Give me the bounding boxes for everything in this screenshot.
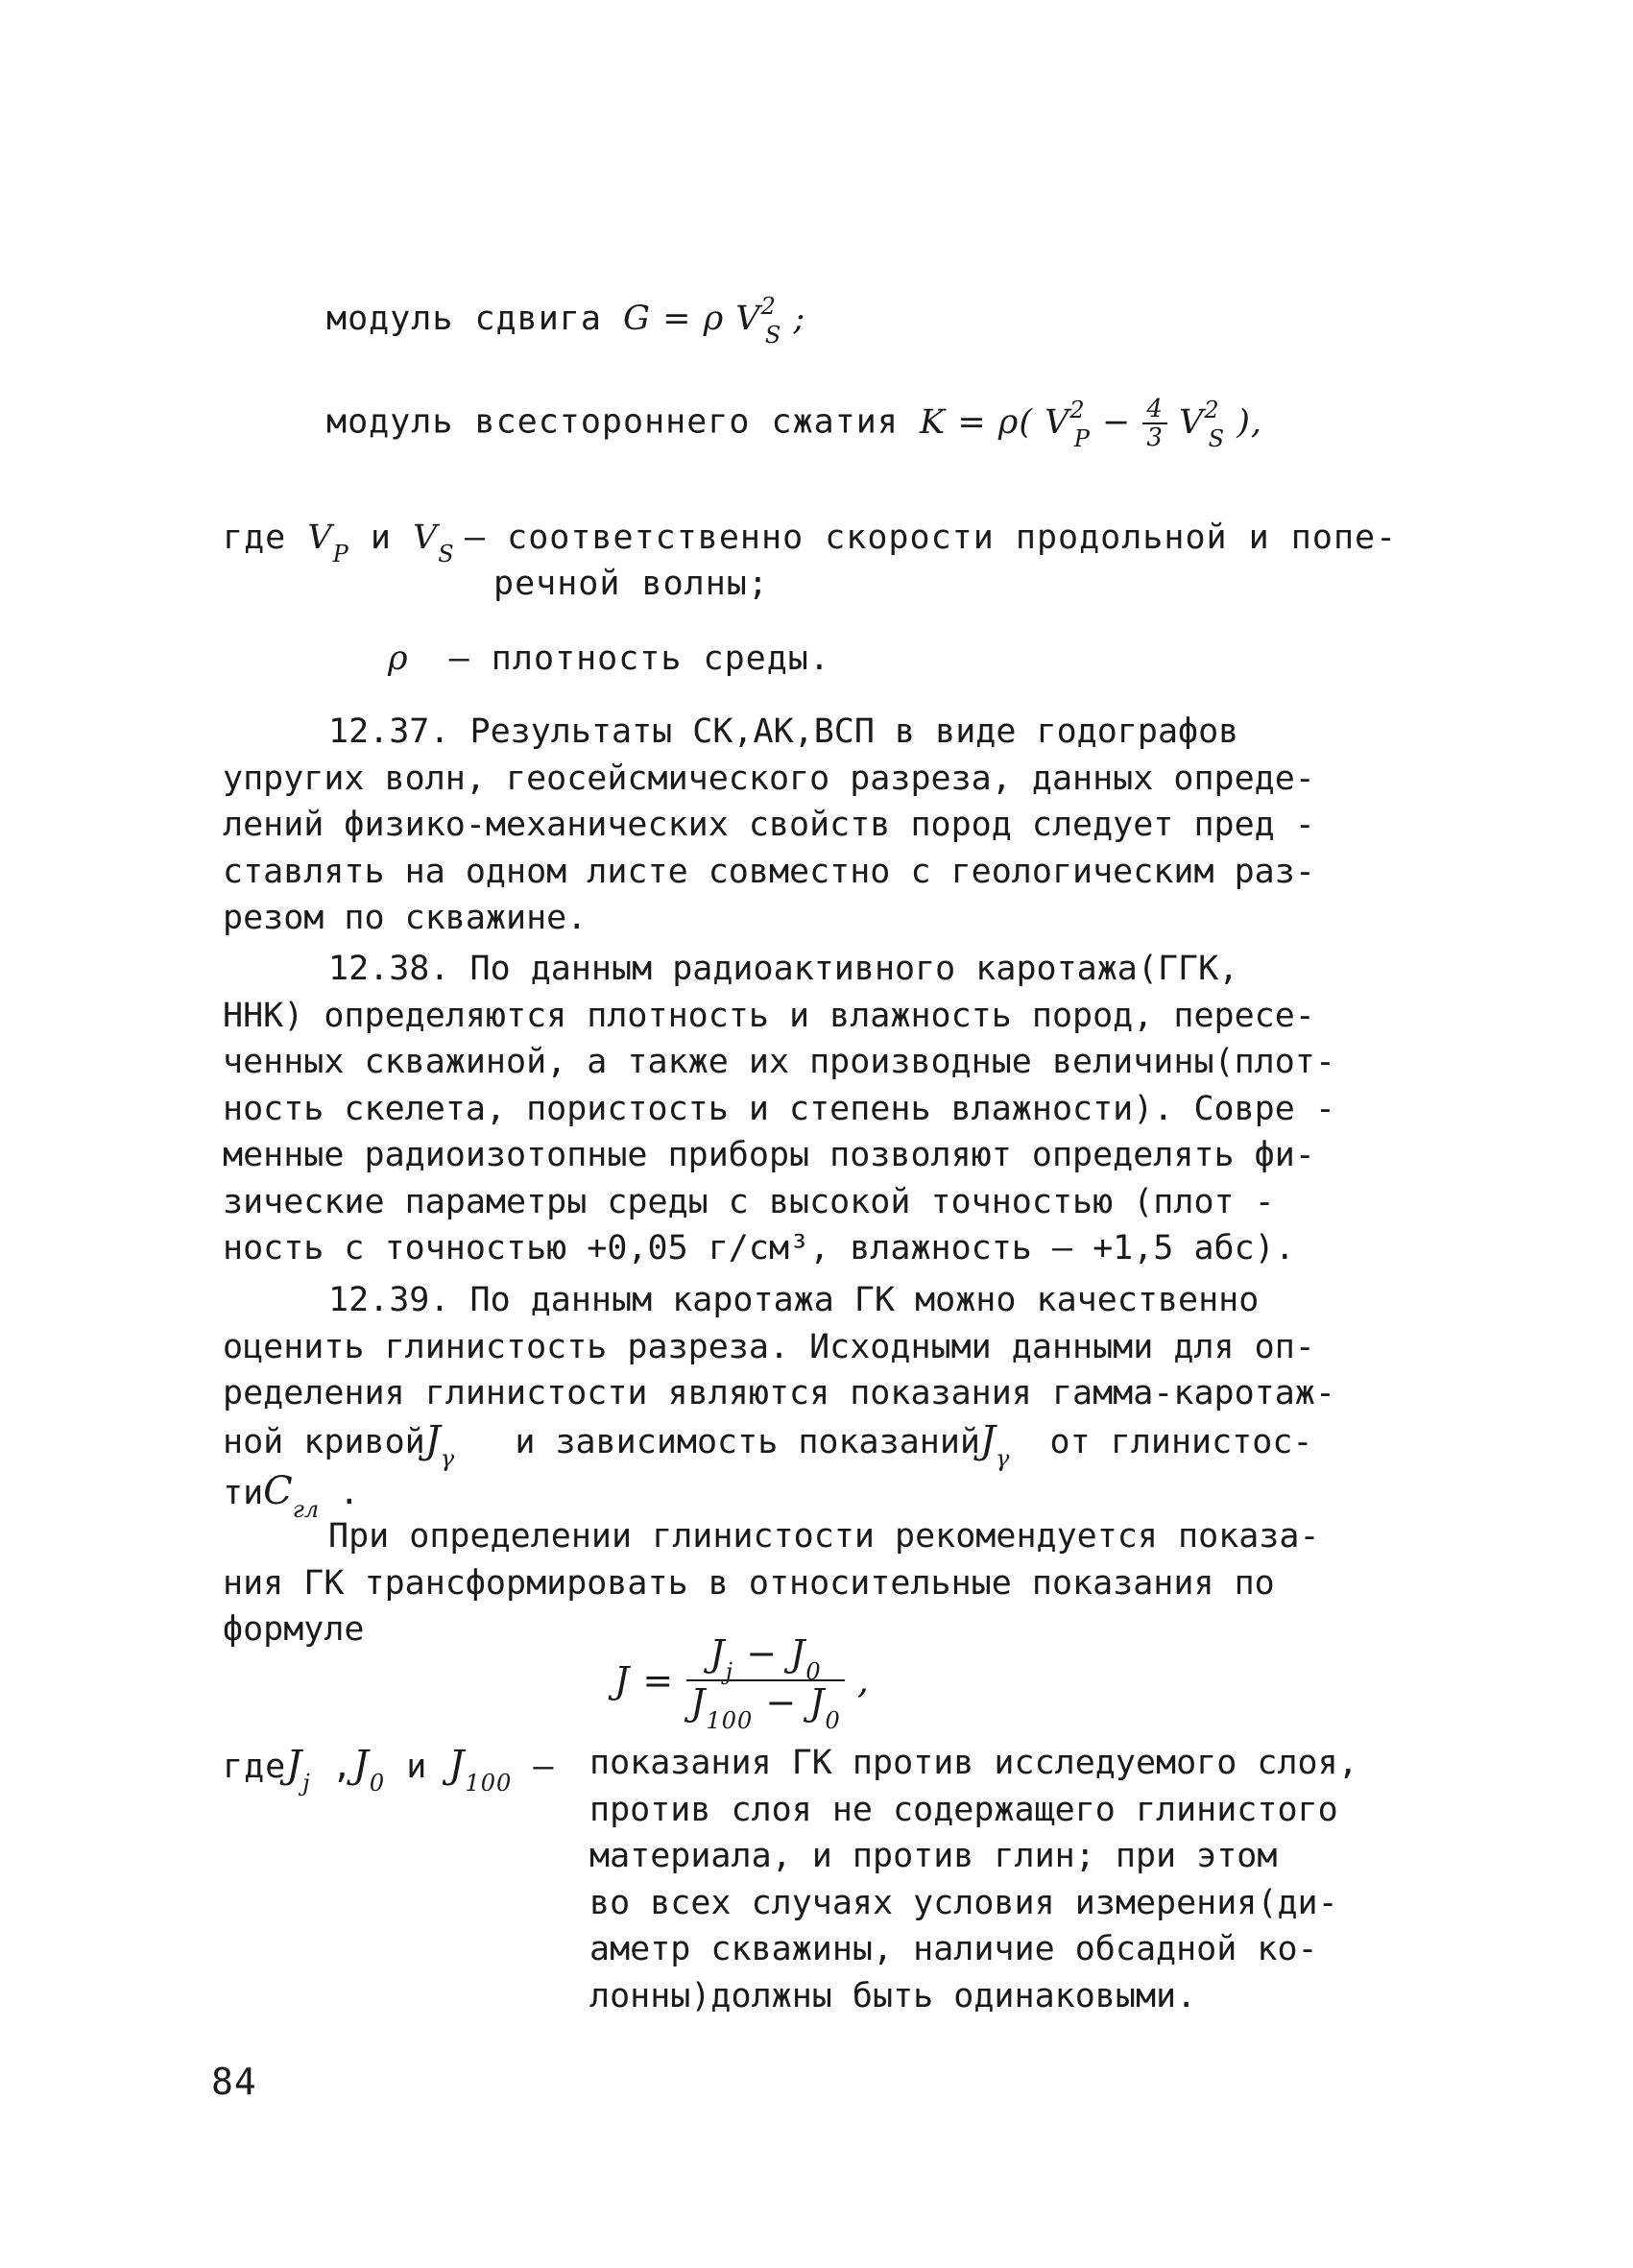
density-line: ρ – плотность среды. [388, 639, 830, 678]
velocities-desc-line2: речной волны; [493, 565, 769, 603]
formula-j: J = $\frac{J_j - J_0}{J_{100} - J_0}$ , [614, 1632, 870, 1734]
bulk-modulus-label: модуль всестороннего сжатия [326, 402, 899, 442]
bulk-formula: K = ρ( $V^2_P$ − $\frac{4}{3}$ $V^2_S$ ), [920, 395, 1263, 452]
where-j-description: показания ГК против исследуемого слоя, против слоя не содержащего глинистого материала, и против глин; при этом во всех случаях условия измерения(ди- аметр скважины, наличие обсадной ко- лонны)должны быть одинаковыми. [589, 1744, 1358, 2015]
where-j-line: гдеJ$_j$ $,J_0$ и $J_{100}$ – [223, 1743, 555, 1797]
page-number: 84 [211, 2061, 257, 2103]
paragraph-12-39: 12.39. По данным каротажа ГК можно качественно оценить глинистость разреза. Исходными данными для оп- ределения глинистости являются показания гамма-каротаж- ной кривойJ$_\gamma$ и зависимость показанийJ$_\gamma$ от глинистос- тиC$_{гл}$ . [223, 1281, 1335, 1523]
paragraph-12-38: 12.38. По данным радиоактивного каротажа(ГГК, ННК) определяются плотность и влажность пород, пересе- ченных скважиной, а также их производные величины(плот- ность скелета, пористость и степень влажности). Совре - менные радиоизотопные приборы позволяют определять фи- зические параметры среды с высокой точностью (плот - ность с точностью +0,05 г/см³, влажность – +1,5 абс). [223, 950, 1335, 1267]
shear-formula: G = ρ $V^2_S$ ; [623, 293, 806, 349]
paragraph-12-37: 12.37. Результаты СК,АК,ВСП в виде годографов упругих волн, геосейсмического разреза, данных опреде- лений физико-механических свойств пород следует пред - ставлять на одном листе совместно с геологическим раз- резом по скважине. [223, 712, 1315, 937]
paragraph-recommend: При определении глинистости рекомендуется показа- ния ГК трансформировать в относительные показания по формуле [223, 1517, 1320, 1649]
where-velocities-line: где $V_P$ и $V_S$ [223, 519, 455, 567]
velocities-desc-line1: – соответственно скорости продольной и попе- [465, 519, 1398, 557]
bulk-modulus-line [326, 396, 1262, 451]
shear-modulus-line [326, 293, 806, 349]
shear-modulus-label: модуль сдвига [326, 300, 602, 338]
